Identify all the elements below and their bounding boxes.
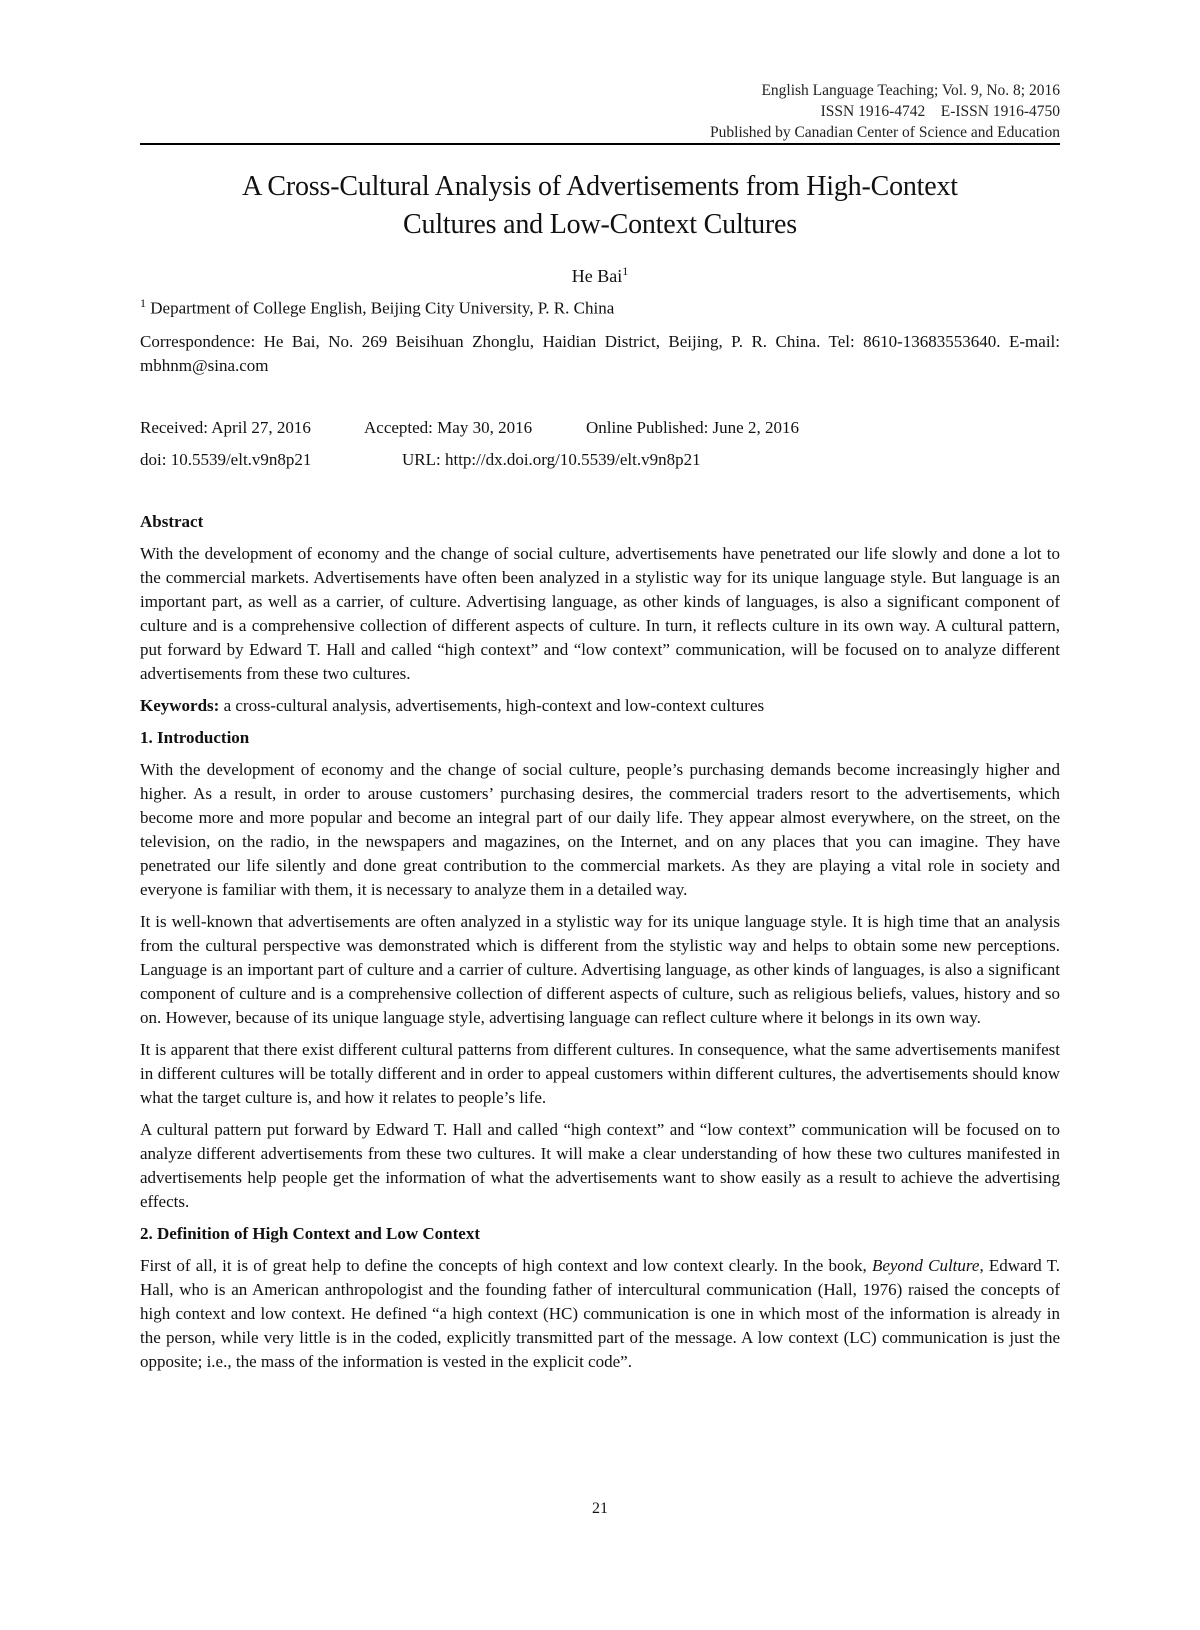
doi-line xyxy=(140,450,701,470)
paragraph: With the development of economy and the change of social culture, people’s purchasing demands become increasingly higher and higher. As a result, in order to arouse customers’ purchasing desires, the commercial traders resort to the advertisements, which become more and more popular and become an integral part of our daily life. They appear almost everywhere, on the street, on the television, on the radio, in the newspapers and magazines, on the Internet, and on any places that you can imagine. They have penetrated our life silently and done great contribution to the commercial markets. As they are playing a vital role in society and everyone is familiar with them, it is necessary to analyze them in a detailed way. xyxy=(140,760,1060,899)
page-number: 21 xyxy=(592,1500,608,1517)
abstract-text: With the development of economy and the change of social culture, advertisements have penetrated our life slowly and done a lot to the commercial markets. Advertisements have often been analyzed in a stylistic way for its unique language style. But language is an important part, as well as a carrier, of culture. Advertising language, as other kinds of languages, is also a significant component of culture and is a comprehensive collection of different aspects of culture. In turn, it reflects culture in its own way. A cultural pattern, put forward by Edward T. Hall and called “high context” and “low context” communication, will be focused on to analyze different advertisements from these two cultures. xyxy=(140,544,1060,683)
paragraph xyxy=(140,1254,1060,1374)
abstract-heading: Abstract xyxy=(140,512,204,531)
paper-title xyxy=(140,168,1060,244)
keywords xyxy=(140,694,1060,718)
paragraph: It is well-known that advertisements are often analyzed in a stylistic way for its unique language style. It is high time that an analysis from the cultural perspective was demonstrated which is different from the stylistic way and helps to obtain some new perceptions. Language is an important part of culture and a carrier of culture. Advertising language, as other kinds of languages, is also a significant component of culture and is a comprehensive collection of different aspects of culture, such as religious beliefs, values, history and so on. However, because of its unique language style, advertising language can reflect culture where it belongs in its own way. xyxy=(140,912,1060,1027)
title-line-1: A Cross-Cultural Analysis of Advertisements from High-Context xyxy=(242,171,958,202)
header-rule xyxy=(140,143,1060,145)
publication-dates xyxy=(140,418,799,438)
author-affil-mark: 1 xyxy=(622,264,629,278)
doi-url[interactable]: URL: http://dx.doi.org/10.5539/elt.v9n8p21 xyxy=(402,450,701,469)
correspondence: Correspondence: He Bai, No. 269 Beisihuan Zhonglu, Haidian District, Beijing, P. R. China. Tel: 8610-13683553640. E-mail: mbhnm@sina.com xyxy=(140,332,1060,375)
keywords-text: a cross-cultural analysis, advertisements, high-context and low-context cultures xyxy=(219,696,765,715)
paper-body xyxy=(140,510,1060,1382)
paragraph-text: First of all, it is of great help to define the concepts of high context and low context clearly. In the book, xyxy=(140,1256,872,1275)
section-heading: 2. Definition of High Context and Low Context xyxy=(140,1224,481,1243)
journal-header xyxy=(710,80,1060,143)
issn-line: ISSN 1916-4742 E-ISSN 1916-4750 xyxy=(820,103,1060,120)
affiliation-mark: 1 xyxy=(140,296,146,310)
book-title: Beyond Culture xyxy=(871,1256,980,1275)
accepted-date: Accepted: May 30, 2016 xyxy=(364,418,533,437)
published-date: Online Published: June 2, 2016 xyxy=(586,418,799,437)
author xyxy=(140,264,1060,287)
affiliation xyxy=(140,296,614,319)
affiliation-text: Department of College English, Beijing City University, P. R. China xyxy=(150,298,615,318)
received-date: Received: April 27, 2016 xyxy=(140,418,311,437)
paragraph: It is apparent that there exist different cultural patterns from different cultures. In consequence, what the same advertisements manifest in different cultures will be totally different and in order to appeal customers within different cultures, the advertisements should know what the target culture is, and how it relates to people’s life. xyxy=(140,1040,1060,1107)
paragraph-text: , Edward T. Hall, who is an American anthropologist and the founding father of intercultural communication (Hall, 1976) raised the concepts of high context and low context. He defined “a high context (HC) communication is one in which most of the information is already in the person, while very little is in the coded, explicitly transmitted part of the message. A low context (LC) communication is just the opposite; i.e., the mass of the information is vested in the explicit code”. xyxy=(140,1256,1060,1371)
section-heading: 1. Introduction xyxy=(140,728,250,747)
keywords-label: Keywords: xyxy=(140,696,220,715)
author-name: He Bai xyxy=(571,266,623,286)
doi: doi: 10.5539/elt.v9n8p21 xyxy=(140,450,312,469)
paragraph: A cultural pattern put forward by Edward T. Hall and called “high context” and “low context” communication will be focused on to analyze different advertisements from these two cultures. It will make a clear understanding of how these two cultures manifested in advertisements help people get the information of what the advertisements want to show easily as a result to achieve the advertising effects. xyxy=(140,1120,1060,1211)
publisher-line: Published by Canadian Center of Science and Education xyxy=(710,124,1060,141)
journal-name: English Language Teaching; Vol. 9, No. 8; 2016 xyxy=(761,82,1060,99)
title-line-2: Cultures and Low-Context Cultures xyxy=(403,209,797,240)
